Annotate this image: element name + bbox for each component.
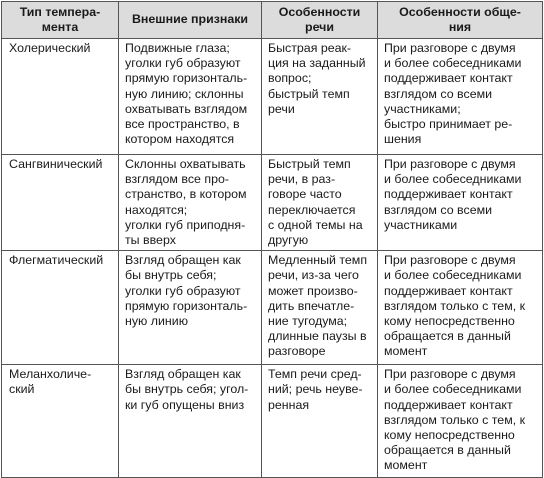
table-row — [2, 155, 543, 251]
header-row — [2, 2, 543, 39]
cell-temperament-type: Холерический — [2, 39, 119, 155]
cell-appearance: Взгляд обращен как бы внутрь себя; угол- ки губ опущены вниз — [119, 365, 262, 478]
header-speech: Особенности речи — [262, 2, 378, 39]
cell-communication: При разговоре с двумя и более собеседниками поддерживает контакт взглядом только с тем, к кому непосредственно обращается в данный момент — [378, 365, 543, 478]
cell-temperament-type: Меланхоличе- ский — [2, 365, 119, 478]
cell-temperament-type: Сангвинический — [2, 155, 119, 251]
cell-speech: Медленный темп речи, из-за чего может произво- дить впечатле- ние тугодума; длинные паузы в разговоре — [262, 251, 378, 365]
cell-appearance: Подвижные глаза; уголки губ образуют прямую горизонталь- ную линию; склонны охватывать взглядом все пространство, в котором находятся — [119, 39, 262, 155]
table-row — [2, 251, 543, 365]
cell-speech: Быстрая реак- ция на заданный вопрос; быстрый темп речи — [262, 39, 378, 155]
table-row — [2, 365, 543, 478]
cell-speech: Быстрый темп речи, в раз- говоре часто переключается с одной темы на другую — [262, 155, 378, 251]
cell-appearance: Взгляд обращен как бы внутрь себя; уголки губ образуют прямую горизонталь- ную линию — [119, 251, 262, 365]
cell-temperament-type: Флегматический — [2, 251, 119, 365]
temperament-table — [1, 1, 543, 478]
cell-communication: При разговоре с двумя и более собеседниками поддерживает контакт взглядом со всеми участниками; быстро принимает ре- шения — [378, 39, 543, 155]
table-body — [2, 39, 543, 478]
cell-speech: Темп речи сред- ний; речь неуве- ренная — [262, 365, 378, 478]
header-communication: Особенности обще- ния — [378, 2, 543, 39]
table-header — [2, 2, 543, 39]
cell-communication: При разговоре с двумя и более собеседниками поддерживает контакт взглядом только с тем, к кому непосредственно обращается в данный момент — [378, 251, 543, 365]
cell-appearance: Склонны охватывать взглядом все про- странство, в котором находятся; уголки губ приподня- ты вверх — [119, 155, 262, 251]
header-temperament-type: Тип темпера- мента — [2, 2, 119, 39]
cell-communication: При разговоре с двумя и более собеседниками поддерживает контакт взглядом со всеми участниками — [378, 155, 543, 251]
header-appearance: Внешние признаки — [119, 2, 262, 39]
table-row — [2, 39, 543, 155]
